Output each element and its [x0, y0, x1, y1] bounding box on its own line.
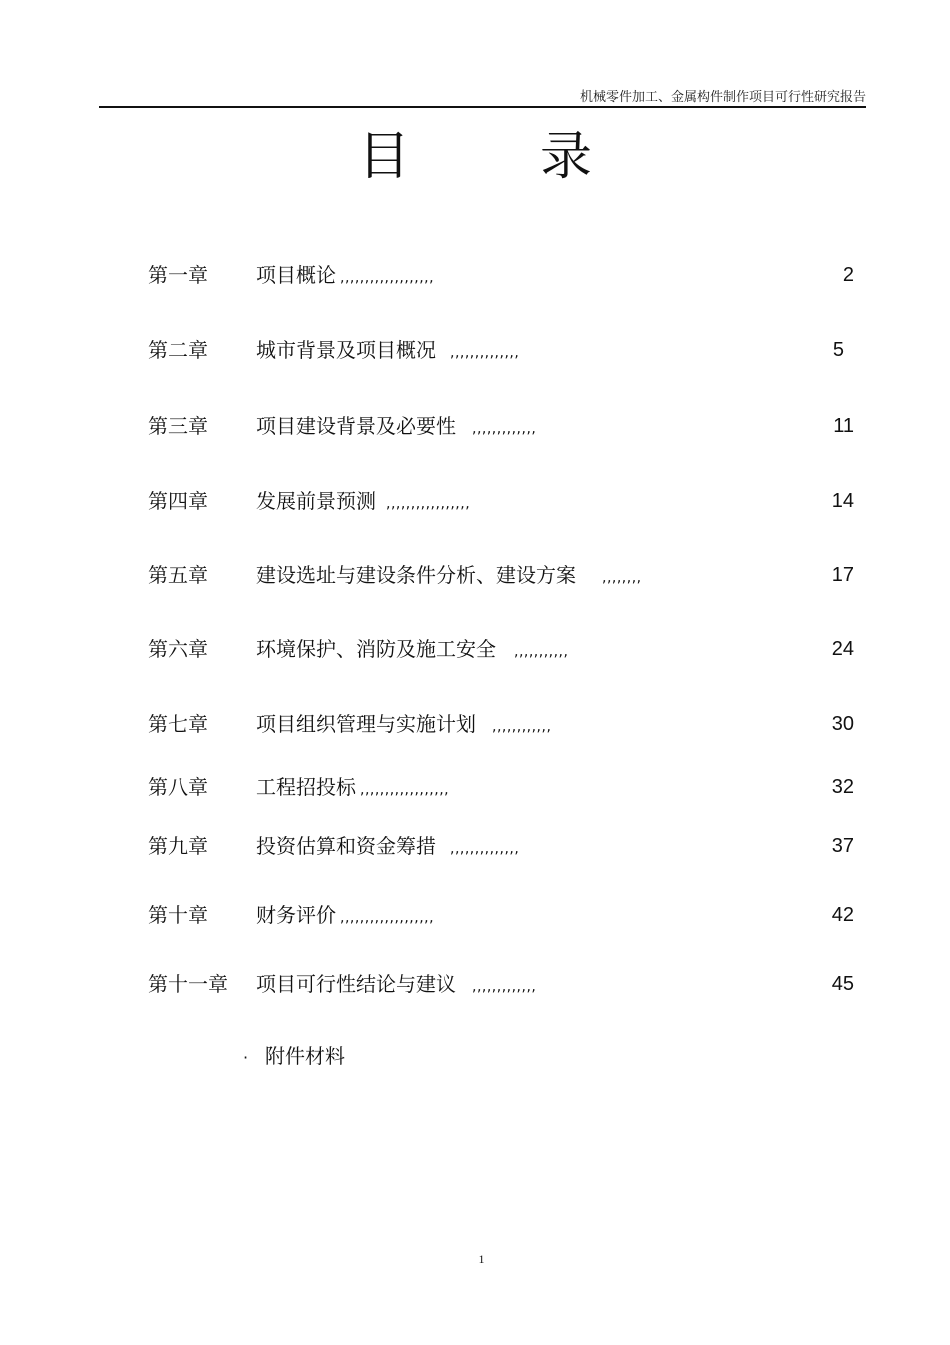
toc-entry-ch6[interactable] [148, 634, 858, 664]
toc-entry-ch2[interactable] [148, 335, 858, 365]
toc-entry-ch8[interactable] [148, 772, 858, 802]
dot-leader: ,,,,,,,, [602, 570, 642, 586]
toc-entry-ch1[interactable] [148, 260, 858, 290]
toc-appendix[interactable] [243, 1040, 345, 1069]
chapter-title: 项目可行性结论与建议 [256, 972, 456, 996]
toc-entry-ch3[interactable] [148, 411, 858, 441]
dot-leader: ,,,,,,,,,,, [514, 644, 569, 660]
chapter-number: 第十章 [148, 903, 208, 927]
chapter-title: 发展前景预测 [256, 489, 376, 513]
chapter-title: 环境保护、消防及施工安全 [256, 637, 496, 661]
toc-title [0, 122, 950, 192]
toc-entry-ch5[interactable] [148, 560, 858, 590]
chapter-title: 财务评价 [256, 903, 336, 927]
page-ref: 14 [831, 490, 854, 512]
toc-entry-ch7[interactable] [148, 709, 858, 739]
dot-leader: ,,,,,,,,,,,,,, [450, 345, 520, 361]
chapter-title: 建设选址与建设条件分析、建设方案 [256, 563, 576, 587]
page-ref: 37 [831, 835, 854, 857]
toc-entry-ch11[interactable] [148, 969, 858, 999]
appendix-label: 附件材料 [265, 1044, 345, 1068]
dot-leader: ,,,,,,,,,,,,,, [450, 841, 520, 857]
page-ref: 17 [831, 564, 854, 586]
dot-leader: ,,,,,,,,,,,,,,,,,, [360, 782, 450, 798]
running-header: 机械零件加工、金属构件制作项目可行性研究报告 [579, 90, 866, 105]
toc-title-char-1: 目 [357, 127, 410, 187]
page-ref: 30 [831, 713, 854, 735]
page-ref: 42 [831, 904, 854, 926]
chapter-number: 第一章 [148, 263, 208, 287]
dot-leader: ,,,,,,,,,,,, [492, 719, 552, 735]
chapter-title: 投资估算和资金筹措 [256, 834, 436, 858]
chapter-number: 第七章 [148, 712, 208, 736]
chapter-number: 第六章 [148, 637, 208, 661]
toc-title-char-2: 录 [540, 127, 593, 187]
chapter-title: 工程招投标 [256, 775, 356, 799]
toc-entry-ch10[interactable] [148, 900, 858, 930]
chapter-title: 项目建设背景及必要性 [256, 414, 456, 438]
chapter-title: 项目组织管理与实施计划 [256, 712, 476, 736]
chapter-title: 项目概论 [256, 263, 336, 287]
chapter-number: 第四章 [148, 489, 208, 513]
chapter-number: 第五章 [148, 563, 208, 587]
page-ref: 45 [831, 973, 854, 995]
chapter-number: 第三章 [148, 414, 208, 438]
bullet-icon: · [243, 1048, 249, 1067]
toc-entry-ch9[interactable] [148, 831, 858, 861]
header-rule [99, 106, 866, 108]
toc-entry-ch4[interactable] [148, 486, 858, 516]
chapter-title: 城市背景及项目概况 [256, 338, 436, 362]
page-ref: 2 [842, 264, 854, 286]
chapter-number: 第八章 [148, 775, 208, 799]
page-ref: 24 [831, 638, 854, 660]
dot-leader: ,,,,,,,,,,,,, [472, 421, 537, 437]
page-ref: 32 [831, 776, 854, 798]
dot-leader: ,,,,,,,,,,,,,,,,, [386, 496, 471, 512]
dot-leader: ,,,,,,,,,,,,,,,,,,, [340, 910, 435, 926]
chapter-number: 第十一章 [148, 972, 228, 996]
page-ref: 11 [833, 415, 854, 437]
chapter-number: 第二章 [148, 338, 208, 362]
page-number: 1 [478, 1252, 485, 1266]
dot-leader: ,,,,,,,,,,,,,,,,,,, [340, 270, 435, 286]
dot-leader: ,,,,,,,,,,,,, [472, 979, 537, 995]
chapter-number: 第九章 [148, 834, 208, 858]
page-ref: 5 [832, 339, 844, 361]
